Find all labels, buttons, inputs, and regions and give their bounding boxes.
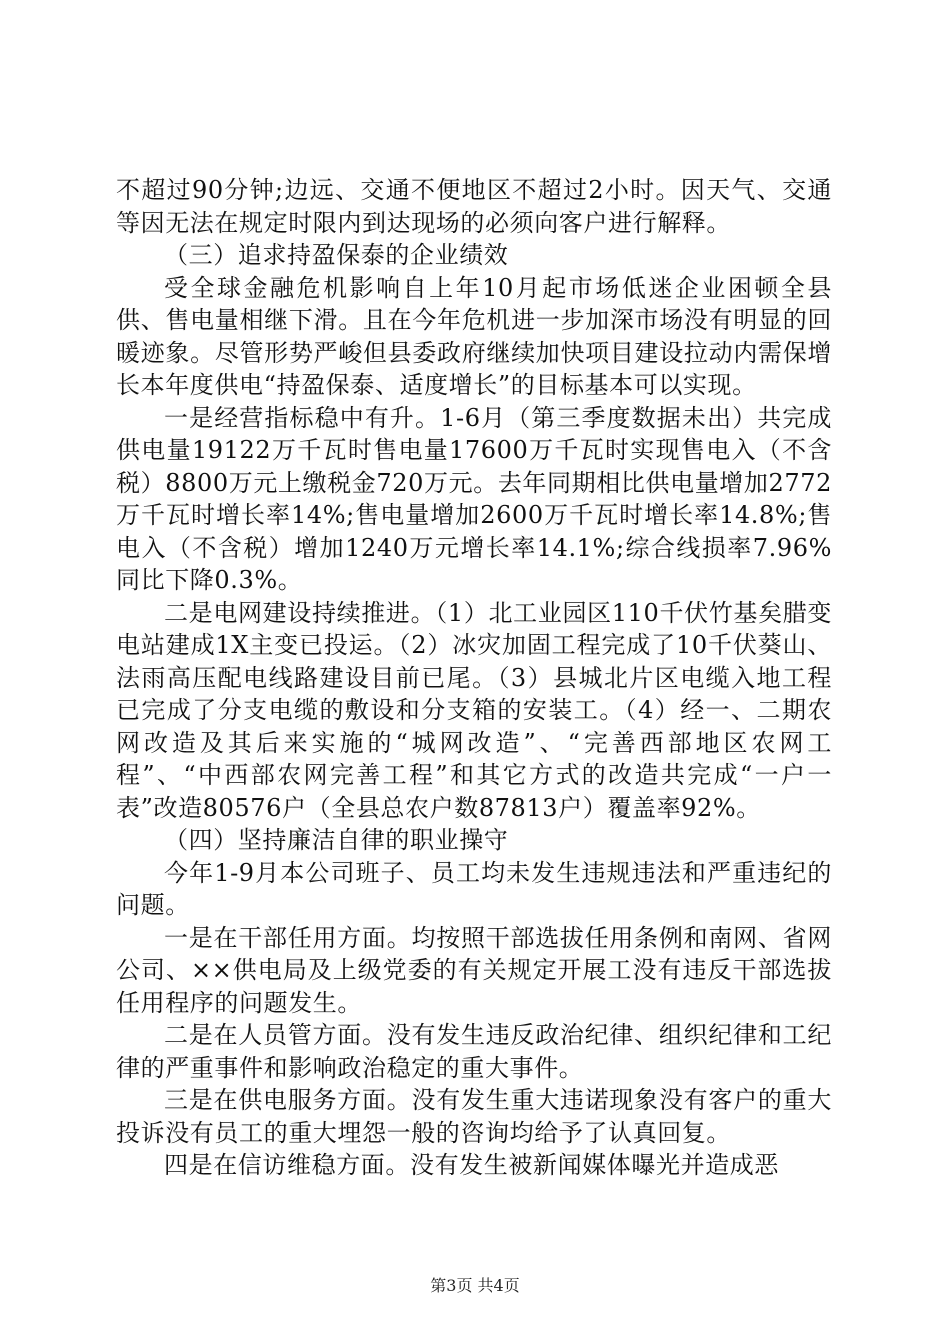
paragraph-6: 一是在干部任用方面。均按照干部选拔任用条例和南网、省网公司、××供电局及上级党委的有关规定开展工没有违反干部选拔任用程序的问题发生。 bbox=[116, 923, 832, 1017]
paragraph-1: 不超过90分钟;边远、交通不便地区不超过2小时。因天气、交通等因无法在规定时限内到达现场的必须向客户进行解释。 bbox=[116, 176, 832, 237]
paragraph-3: 一是经营指标稳中有升。1-6月（第三季度数据未出）共完成供电量19122万千瓦时售电量17600万千瓦时实现售电入（不含税）8800万元上缴税金720万元。去年同期相比供电量增加2772万千瓦时增长率14%;售电量增加2600万千瓦时增长率14.8%;售电入（不含税）增加1240万元增长率14.1%;综合线损率7.96%同比下降0.3%。 bbox=[116, 403, 832, 594]
paragraph-4: 二是电网建设持续推进。（1）北工业园区110千伏竹基矣腊变电站建成1X主变已投运。（2）冰灾加固工程完成了10千伏葵山、法雨高压配电线路建设目前已尾。（3）县城北片区电缆入地工程已完成了分支电缆的敷设和分支箱的安装工。（4）经一、二期农网改造及其后来实施的“城网改造”、“完善西部地区农网工程”、“中西部农网完善工程”和其它方式的改造共完成“一户一表”改造80576户（全县总农户数87813户）覆盖率92%。 bbox=[116, 598, 832, 822]
page-number-label: 第3页 共4页 bbox=[430, 1276, 520, 1295]
paragraph-8: 三是在供电服务方面。没有发生重大违诺现象没有客户的重大投诉没有员工的重大埋怨一般的咨询均给予了认真回复。 bbox=[116, 1086, 832, 1147]
page-footer bbox=[0, 1273, 950, 1296]
paragraph-2: 受全球金融危机影响自上年10月起市场低迷企业困顿全县供、售电量相继下滑。且在今年危机进一步加深市场没有明显的回暖迹象。尽管形势严峻但县委政府继续加快项目建设拉动内需保增长本年度供电“持盈保泰、适度增长”的目标基本可以实现。 bbox=[116, 273, 832, 399]
paragraph-5: 今年1-9月本公司班子、员工均未发生违规违法和严重违纪的问题。 bbox=[116, 858, 832, 919]
paragraph-9: 四是在信访维稳方面。没有发生被新闻媒体曝光并造成恶 bbox=[164, 1151, 779, 1179]
paragraph-7: 二是在人员管方面。没有发生违反政治纪律、组织纪律和工纪律的严重事件和影响政治稳定的重大事件。 bbox=[116, 1021, 832, 1082]
document-body bbox=[116, 174, 832, 1182]
section-heading-3: （三）追求持盈保泰的企业绩效 bbox=[164, 241, 509, 269]
section-heading-4: （四）坚持廉洁自律的职业操守 bbox=[164, 826, 509, 854]
